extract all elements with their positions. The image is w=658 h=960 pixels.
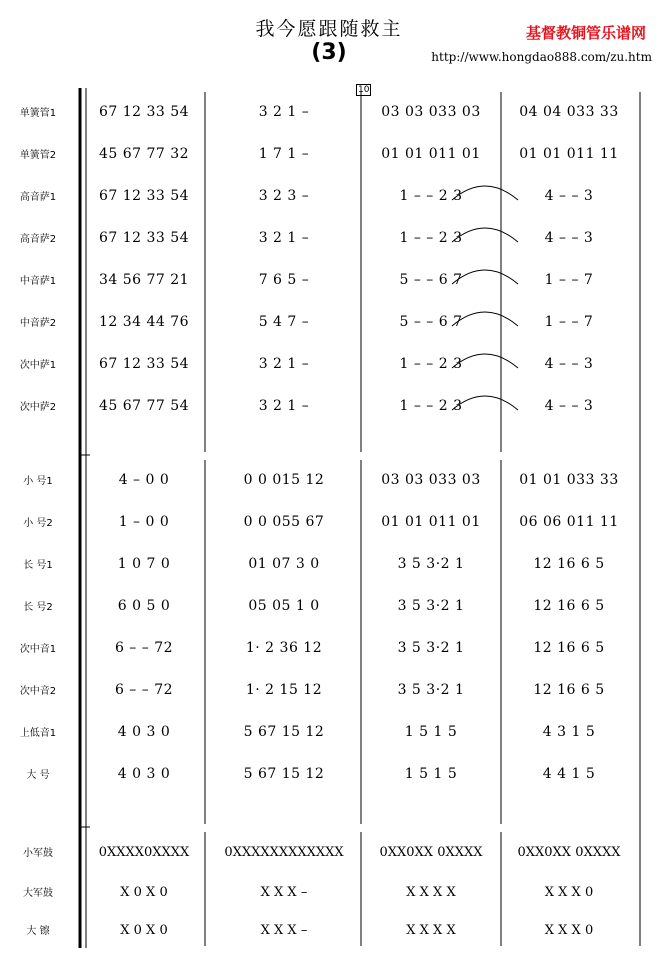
measure-3: 5 – – 6 7 <box>399 314 463 330</box>
measure-2: 1 7 1 – <box>258 146 310 162</box>
instrument-row <box>0 586 658 628</box>
measure-3: 3 5 3·2 1 <box>397 598 465 614</box>
measure-2: 3 2 1 – <box>258 356 310 372</box>
score-title: 我今愿跟随救主 <box>255 18 403 40</box>
instrument-label: 次中音2 <box>19 686 57 697</box>
measure-4: 4 – – 3 <box>544 188 594 204</box>
instrument-label: 次中音1 <box>19 644 57 655</box>
instrument-row <box>0 176 658 218</box>
measure-1: 4 0 3 0 <box>117 724 171 740</box>
measure-2: X X X – <box>260 922 308 938</box>
instrument-row <box>0 134 658 176</box>
measure-2: 0 0 055 67 <box>243 514 325 530</box>
instrument-row <box>0 754 658 796</box>
instrument-label: 长 号1 <box>23 560 53 571</box>
instrument-row <box>0 712 658 754</box>
measure-4: 12 16 6 5 <box>533 556 605 572</box>
instrument-row <box>0 460 658 502</box>
instrument-row <box>0 832 658 874</box>
measure-4: 06 06 011 11 <box>519 514 619 530</box>
instrument-label: 高音萨2 <box>19 234 57 245</box>
instrument-label: 大 镲 <box>26 926 50 937</box>
measure-4: 01 01 011 11 <box>519 146 619 162</box>
instrument-label: 上低音1 <box>19 728 57 739</box>
instrument-label: 中音萨1 <box>19 276 57 287</box>
measure-1: 0XXXX0XXXX <box>98 844 190 860</box>
measure-1: 6 – – 72 <box>114 640 174 656</box>
measure-2: 7 6 5 – <box>258 272 310 288</box>
instrument-label: 次中萨1 <box>19 360 57 371</box>
measure-1: 34 56 77 21 <box>98 272 190 288</box>
measure-1: X 0 X 0 <box>120 884 168 900</box>
instrument-row <box>0 502 658 544</box>
measure-4: 12 16 6 5 <box>533 682 605 698</box>
measure-2: 3 2 1 – <box>258 230 310 246</box>
instrument-label: 次中萨2 <box>19 402 57 413</box>
instrument-row <box>0 218 658 260</box>
measure-4: 4 – – 3 <box>544 230 594 246</box>
measure-1: 6 0 5 0 <box>117 598 171 614</box>
instrument-row <box>0 92 658 134</box>
measure-1: 67 12 33 54 <box>98 230 190 246</box>
measure-2: 5 4 7 – <box>258 314 310 330</box>
measure-4: 4 3 1 5 <box>542 724 596 740</box>
measure-3: 1 – – 2 3 <box>399 356 463 372</box>
instrument-row <box>0 344 658 386</box>
instrument-row <box>0 302 658 344</box>
measure-3: 1 5 1 5 <box>404 724 458 740</box>
measure-3: 1 – – 2 3 <box>399 398 463 414</box>
measure-3: 5 – – 6 7 <box>399 272 463 288</box>
instrument-row <box>0 670 658 712</box>
instrument-label: 大军鼓 <box>23 888 53 899</box>
measure-4: 4 – – 3 <box>544 356 594 372</box>
measure-4: 1 – – 7 <box>544 314 594 330</box>
measure-2: 1· 2 36 12 <box>245 640 323 656</box>
measure-3: 1 – – 2 3 <box>399 188 463 204</box>
measure-1: 12 34 44 76 <box>98 314 190 330</box>
measure-4: 4 4 1 5 <box>542 766 596 782</box>
instrument-label: 单簧管1 <box>19 108 57 119</box>
measure-2: 3 2 3 – <box>258 188 310 204</box>
measure-4: 0XX0XX 0XXXX <box>517 844 621 860</box>
measure-4: 1 – – 7 <box>544 272 594 288</box>
instrument-label: 长 号2 <box>23 602 53 613</box>
measure-3: 3 5 3·2 1 <box>397 640 465 656</box>
instrument-row <box>0 386 658 428</box>
measure-3: X X X X <box>406 922 456 938</box>
site-url[interactable]: http://www.hongdao888.com/zu.htm <box>431 50 652 64</box>
instrument-label: 小军鼓 <box>23 848 53 859</box>
measure-4: X X X 0 <box>544 884 594 900</box>
instrument-label: 小 号2 <box>23 518 53 529</box>
measure-3: 03 03 033 03 <box>381 472 481 488</box>
measure-1: X 0 X 0 <box>120 922 168 938</box>
measure-3: 01 01 011 01 <box>381 514 481 530</box>
instrument-label: 中音萨2 <box>19 318 57 329</box>
rehearsal-mark: 10 <box>358 85 370 95</box>
score-subtitle: (3) <box>311 40 347 65</box>
measure-1: 4 0 3 0 <box>117 766 171 782</box>
measure-3: 1 5 1 5 <box>404 766 458 782</box>
measure-2: 3 2 1 – <box>258 398 310 414</box>
measure-3: 1 – – 2 3 <box>399 230 463 246</box>
measure-2: 05 05 1 0 <box>248 598 320 614</box>
measure-1: 45 67 77 32 <box>98 146 190 162</box>
instrument-label: 高音萨1 <box>19 192 57 203</box>
instrument-row <box>0 872 658 914</box>
measure-2: 3 2 1 – <box>258 104 310 120</box>
measure-3: 0XX0XX 0XXXX <box>379 844 483 860</box>
site-name: 基督教铜管乐谱网 <box>525 24 646 42</box>
measure-4: 12 16 6 5 <box>533 598 605 614</box>
measure-4: X X X 0 <box>544 922 594 938</box>
instrument-row <box>0 544 658 586</box>
measure-2: 0XXXXXXXXXXXX <box>224 844 344 860</box>
measure-3: 3 5 3·2 1 <box>397 682 465 698</box>
measure-1: 6 – – 72 <box>114 682 174 698</box>
measure-1: 4 – 0 0 <box>118 472 170 488</box>
measure-2: 01 07 3 0 <box>248 556 320 572</box>
measure-2: X X X – <box>260 884 308 900</box>
measure-3: 3 5 3·2 1 <box>397 556 465 572</box>
instrument-row <box>0 260 658 302</box>
instrument-label: 大 号 <box>26 770 50 781</box>
measure-4: 4 – – 3 <box>544 398 594 414</box>
measure-4: 12 16 6 5 <box>533 640 605 656</box>
measure-3: 03 03 033 03 <box>381 104 481 120</box>
measure-1: 67 12 33 54 <box>98 356 190 372</box>
measure-1: 45 67 77 54 <box>98 398 190 414</box>
measure-2: 1· 2 15 12 <box>245 682 323 698</box>
measure-2: 0 0 015 12 <box>243 472 325 488</box>
measure-1: 1 – 0 0 <box>118 514 170 530</box>
measure-2: 5 67 15 12 <box>243 724 325 740</box>
measure-1: 67 12 33 54 <box>98 104 190 120</box>
instrument-label: 单簧管2 <box>19 150 57 161</box>
measure-1: 1 0 7 0 <box>117 556 171 572</box>
measure-2: 5 67 15 12 <box>243 766 325 782</box>
measure-1: 67 12 33 54 <box>98 188 190 204</box>
measure-3: 01 01 011 01 <box>381 146 481 162</box>
measure-3: X X X X <box>406 884 456 900</box>
measure-4: 01 01 033 33 <box>519 472 619 488</box>
instrument-row <box>0 910 658 952</box>
instrument-label: 小 号1 <box>23 476 53 487</box>
instrument-row <box>0 628 658 670</box>
measure-4: 04 04 033 33 <box>519 104 619 120</box>
